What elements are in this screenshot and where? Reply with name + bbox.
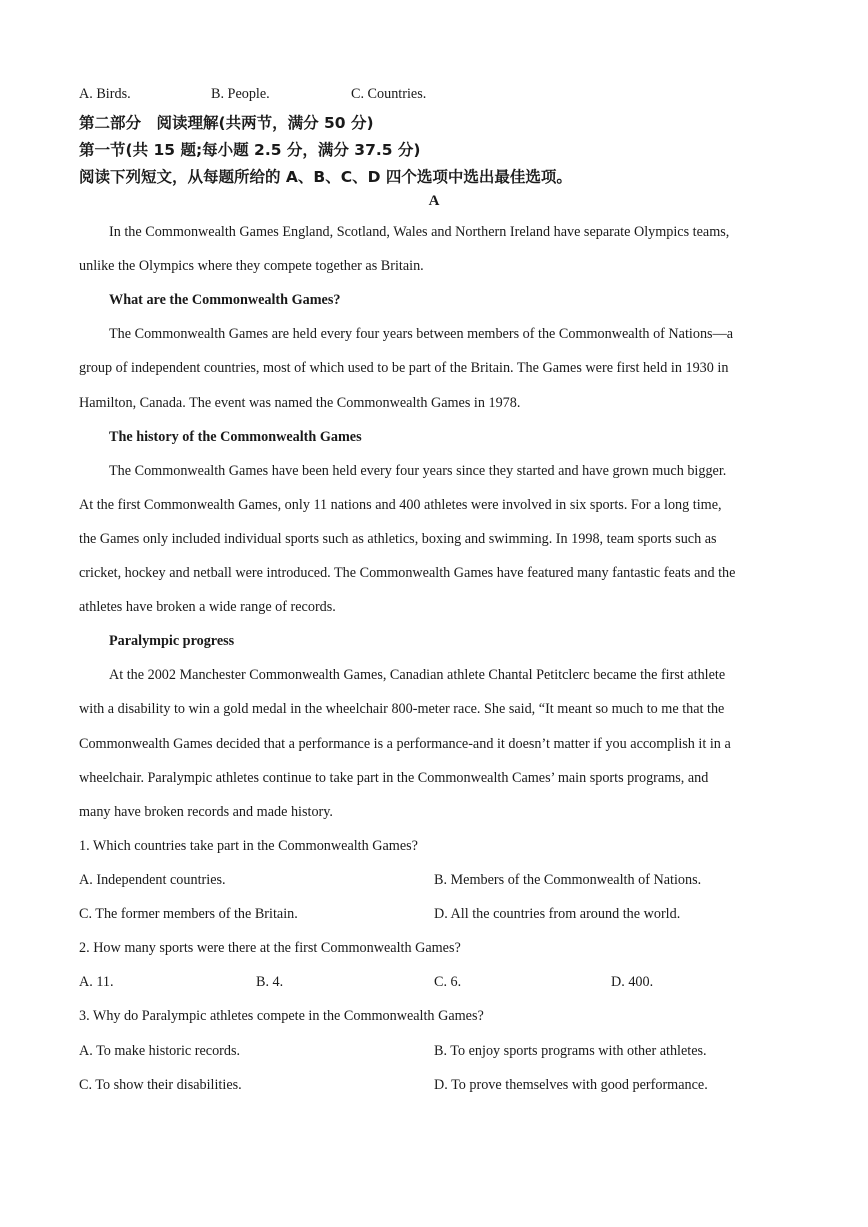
para4-line: Commonwealth Games decided that a performance is a performance-and it doesn’t matter if you accomplish it in a [79,736,731,752]
instruction: 阅读下列短文，从每题所给的 A、B、C、D 四个选项中选出最佳选项。 [79,168,572,186]
q2-option-a: A. 11. [79,974,114,990]
heading-paralympic: Paralympic progress [109,633,235,649]
heading-what-are: What are the Commonwealth Games? [109,292,341,308]
prev-option-c: C. Countries. [351,86,427,102]
question-3-stem: 3. Why do Paralympic athletes compete in the Commonwealth Games? [79,1008,484,1024]
question-1-stem: 1. Which countries take part in the Commonwealth Games? [79,838,418,854]
section-header: 第二部分 阅读理解(共两节，满分 50 分) [79,114,374,132]
para2-line: The Commonwealth Games are held every four years between members of the Commonwealth of Nations—a [109,326,734,342]
para4-line: wheelchair. Paralympic athletes continue to take part in the Commonwealth Cames’ main sports programs, and [79,770,709,786]
para3-line: The Commonwealth Games have been held every four years since they started and have grown much bigger. [109,463,727,479]
subsection-header: 第一节(共 15 题;每小题 2.5 分，满分 37.5 分) [79,141,421,159]
para2-line: Hamilton, Canada. The event was named the Commonwealth Games in 1978. [79,395,521,411]
passage-label: A [428,193,440,209]
para2-line: group of independent countries, most of which used to be part of the Britain. The Games were first held in 1930 in [79,360,729,376]
q2-option-c: C. 6. [434,974,462,990]
q3-option-a: A. To make historic records. [79,1043,241,1059]
para1-line: unlike the Olympics where they compete together as Britain. [79,258,424,274]
para3-line: the Games only included individual sports such as athletics, boxing and swimming. In 1998, team sports such as [79,531,717,547]
para4-line: At the 2002 Manchester Commonwealth Games, Canadian athlete Chantal Petitclerc became the first athlete [109,667,726,683]
prev-option-a: A. Birds. [79,86,131,102]
q2-option-d: D. 400. [611,974,654,990]
q3-option-c: C. To show their disabilities. [79,1077,242,1093]
q2-option-b: B. 4. [256,974,284,990]
q3-option-d: D. To prove themselves with good performance. [434,1077,708,1093]
heading-history: The history of the Commonwealth Games [109,429,362,445]
para1-line: In the Commonwealth Games England, Scotland, Wales and Northern Ireland have separate Olympics teams, [109,224,730,240]
para3-line: athletes have broken a wide range of records. [79,599,336,615]
para4-line: with a disability to win a gold medal in the wheelchair 800-meter race. She said, “It meant so much to me that the [79,701,725,717]
para4-line: many have broken records and made history. [79,804,333,820]
q3-option-b: B. To enjoy sports programs with other athletes. [434,1043,707,1059]
para3-line: At the first Commonwealth Games, only 11 nations and 400 athletes were involved in six sports. For a long time, [79,497,722,513]
q1-option-a: A. Independent countries. [79,872,226,888]
para3-line: cricket, hockey and netball were introduced. The Commonwealth Games have featured many fantastic feats and the [79,565,736,581]
q1-option-c: C. The former members of the Britain. [79,906,298,922]
prev-option-b: B. People. [211,86,270,102]
question-2-stem: 2. How many sports were there at the first Commonwealth Games? [79,940,461,956]
q1-option-b: B. Members of the Commonwealth of Nations. [434,872,702,888]
q1-option-d: D. All the countries from around the world. [434,906,681,922]
